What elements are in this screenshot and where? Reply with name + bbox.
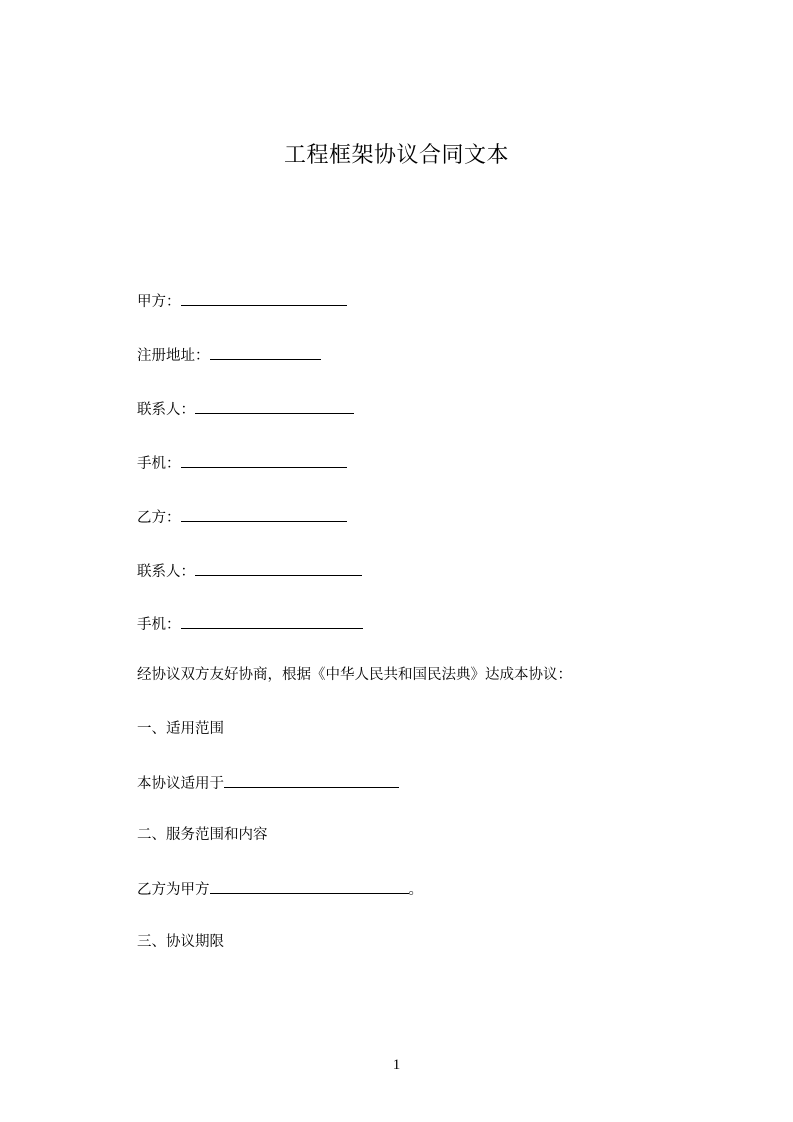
party-a-contact-field [137,397,354,421]
service-content-blank[interactable] [210,877,409,894]
party-a-field [137,289,347,313]
section-1-paragraph [137,771,399,795]
party-b-contact-label: 联系人： [137,564,195,580]
party-b-phone-field [137,612,363,636]
party-a-contact-blank[interactable] [195,397,354,414]
party-a-contact-label: 联系人： [137,402,195,418]
intro-paragraph: 经协议双方友好协商，根据《中华人民共和国民法典》达成本协议： [137,667,572,683]
party-a-phone-label: 手机： [137,456,181,472]
party-b-field [137,505,347,529]
party-b-contact-field [137,559,362,583]
page-number: 1 [392,1057,401,1073]
party-b-phone-blank[interactable] [181,612,363,629]
section-2-paragraph [137,877,423,901]
registered-address-label: 注册地址： [137,348,210,364]
party-a-label: 甲方： [137,294,181,310]
party-a-phone-blank[interactable] [181,451,347,468]
section-3-heading: 三、协议期限 [137,934,224,950]
party-b-phone-label: 手机： [137,617,181,633]
party-a-blank[interactable] [181,289,347,306]
party-b-contact-blank[interactable] [195,559,362,576]
applicable-scope-blank[interactable] [224,771,399,788]
section-2-heading: 二、服务范围和内容 [137,827,268,843]
party-b-blank[interactable] [181,505,347,522]
party-a-phone-field [137,451,347,475]
section-2-text: 乙方为甲方 [137,882,210,898]
section-1-heading: 一、适用范围 [137,721,224,737]
section-2-tail: 。 [408,882,423,898]
section-1-text: 本协议适用于 [137,776,224,792]
registered-address-field [137,343,321,367]
document-title: 工程框架协议合同文本 [283,143,509,168]
party-b-label: 乙方： [137,510,181,526]
registered-address-blank[interactable] [210,343,321,360]
